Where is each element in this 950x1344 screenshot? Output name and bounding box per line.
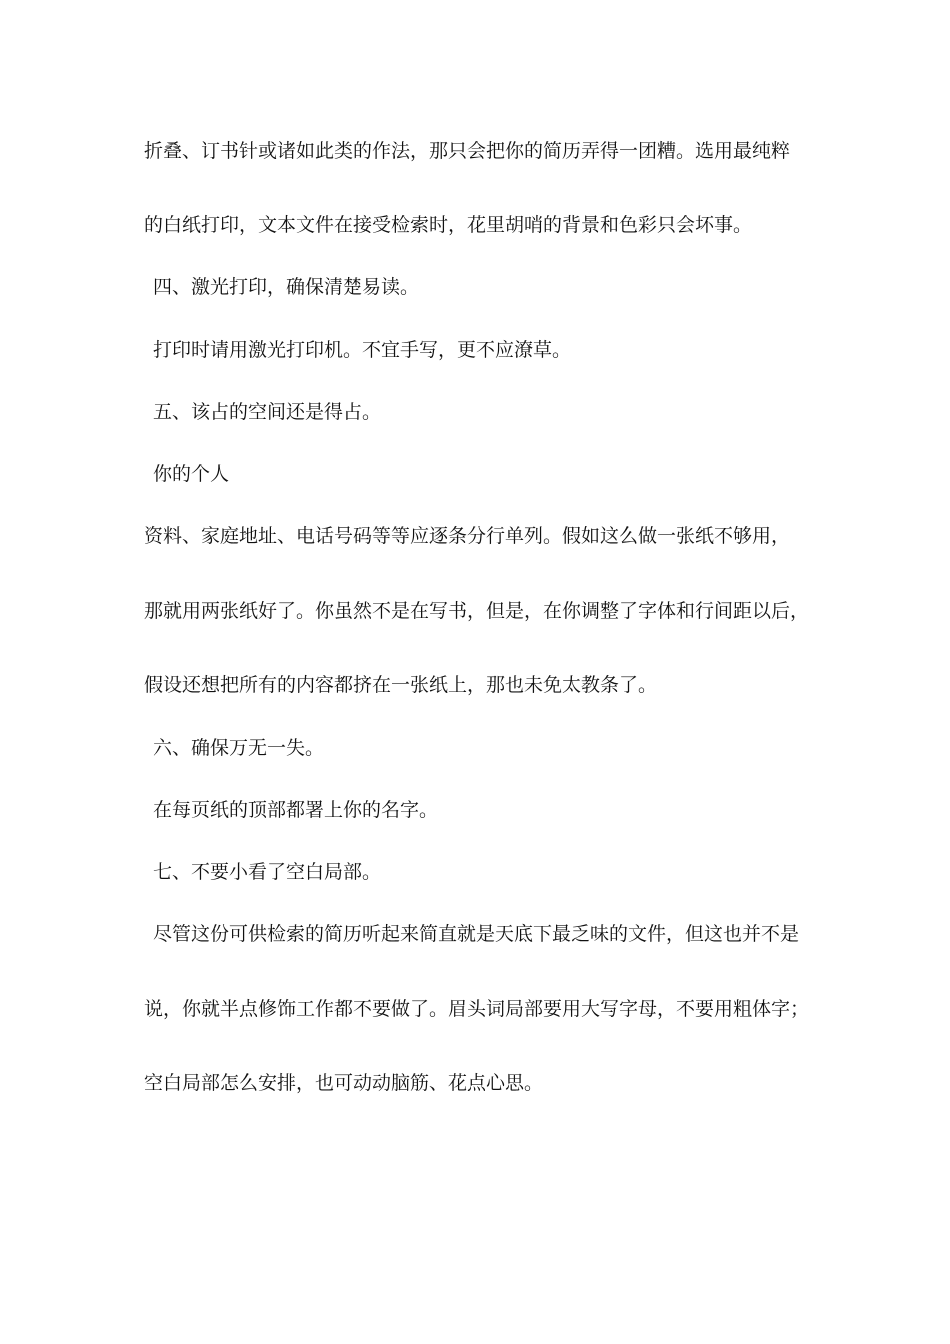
paragraph-line: 资料、家庭地址、电话号码等等应逐条分行单列。假如这么做一张纸不够用， [144, 525, 791, 547]
section-heading: 五、该占的空间还是得占。 [153, 401, 382, 423]
paragraph-line: 折叠、订书针或诸如此类的作法，那只会把你的简历弄得一团糟。选用最纯粹 [144, 140, 791, 162]
paragraph-line: 尽管这份可供检索的简历听起来简直就是天底下最乏味的文件，但这也并不是 [153, 923, 800, 945]
paragraph-line: 打印时请用激光打印机。不宜手写，更不应潦草。 [153, 339, 572, 361]
paragraph-line: 你的个人 [153, 463, 230, 485]
section-heading: 四、激光打印，确保清楚易读。 [153, 276, 420, 298]
paragraph-line: 在每页纸的顶部都署上你的名字。 [153, 799, 439, 821]
section-heading: 六、确保万无一失。 [153, 737, 325, 759]
paragraph-line: 空白局部怎么安排，也可动动脑筋、花点心思。 [144, 1072, 544, 1094]
paragraph-line: 那就用两张纸好了。你虽然不是在写书，但是，在你调整了字体和行间距以后， [144, 600, 810, 622]
section-heading: 七、不要小看了空白局部。 [153, 861, 382, 883]
paragraph-line: 说，你就半点修饰工作都不要做了。眉头词局部要用大写字母，不要用粗体字； [144, 998, 810, 1020]
paragraph-line: 假设还想把所有的内容都挤在一张纸上，那也未免太教条了。 [144, 674, 658, 696]
paragraph-line: 的白纸打印，文本文件在接受检索时，花里胡哨的背景和色彩只会坏事。 [144, 214, 753, 236]
